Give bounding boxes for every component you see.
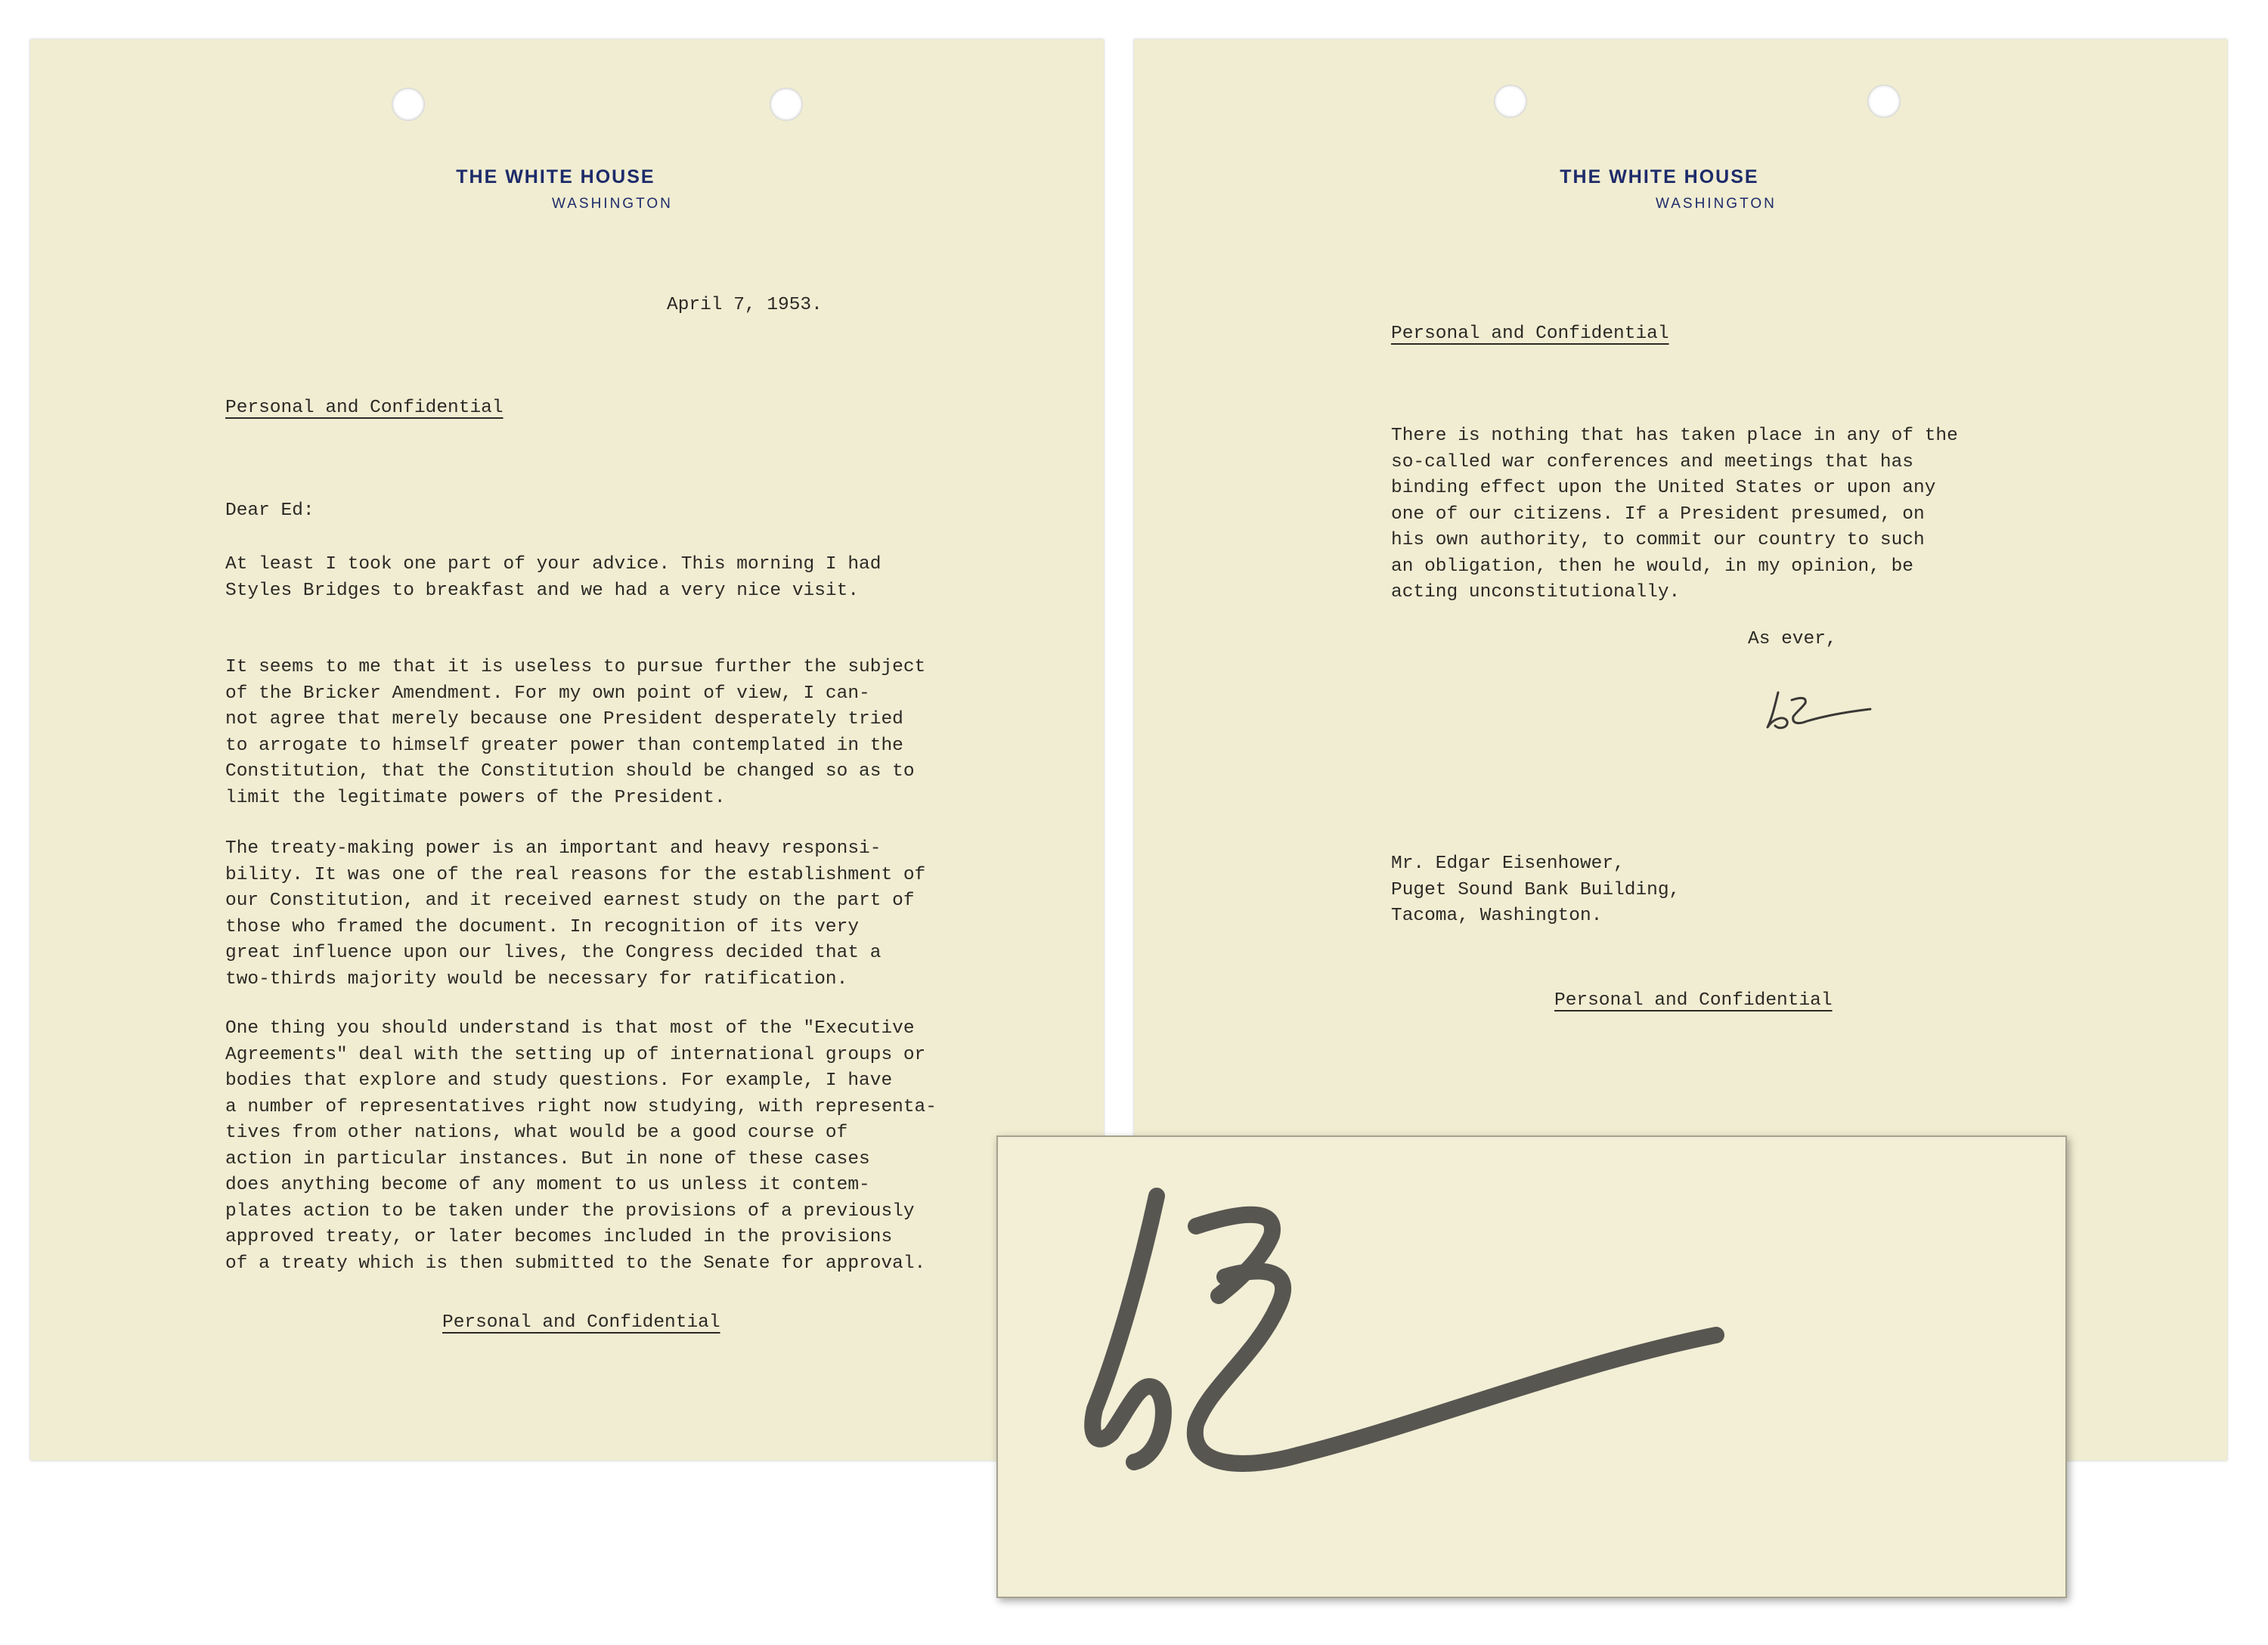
text-line: The treaty-making power is an important and heavy responsi- bbox=[225, 838, 881, 859]
body-paragraph-4 bbox=[225, 1016, 981, 1277]
text-line: our Constitution, and it received earnest study on the part of bbox=[225, 891, 915, 911]
text-line: plates action to be taken under the provisions of a previously bbox=[225, 1200, 915, 1222]
text-line: Styles Bridges to breakfast and we had a very nice visit. bbox=[225, 580, 860, 601]
body-paragraph-3 bbox=[225, 836, 981, 993]
text-line: of a treaty which is then submitted to the Senate for approval. bbox=[225, 1253, 926, 1274]
text-line: binding effect upon the United States or upon any bbox=[1391, 478, 1936, 498]
letter-page-1 bbox=[30, 39, 1104, 1461]
text-line: Agreements" deal with the setting up of international groups or bbox=[225, 1044, 926, 1065]
binder-hole bbox=[1867, 85, 1901, 118]
text-line: At least I took one part of your advice. This morning I had bbox=[225, 554, 881, 575]
recipient-address bbox=[1391, 851, 2147, 930]
text-line: approved treaty, or later becomes included in the provisions bbox=[225, 1227, 893, 1247]
signature-enlargement bbox=[996, 1135, 2067, 1598]
text-line: One thing you should understand is that most of the "Executive bbox=[225, 1018, 915, 1039]
letterhead-title: THE WHITE HOUSE bbox=[1560, 166, 1759, 187]
address-line: Mr. Edgar Eisenhower, bbox=[1391, 853, 1625, 874]
text-line: tives from other nations, what would be a good course of bbox=[225, 1123, 848, 1143]
confidential-marking: Personal and Confidential bbox=[225, 398, 503, 418]
text-line: bodies that explore and study questions. For example, I have bbox=[225, 1070, 893, 1091]
letterhead bbox=[438, 166, 673, 212]
text-line: It seems to me that it is useless to pursue further the subject bbox=[225, 657, 926, 677]
signature-enlarged bbox=[998, 1137, 2065, 1597]
body-paragraph-2 bbox=[225, 655, 981, 811]
confidential-marking-footer: Personal and Confidential bbox=[442, 1312, 720, 1333]
confidential-marking: Personal and Confidential bbox=[1391, 324, 1669, 344]
text-line: two-thirds majority would be necessary for ratification. bbox=[225, 968, 848, 990]
text-line: does anything become of any moment to us unless it contem- bbox=[225, 1175, 870, 1195]
confidential-marking-footer: Personal and Confidential bbox=[1554, 990, 1833, 1011]
text-line: limit the legitimate powers of the President. bbox=[225, 787, 726, 808]
text-line: so-called war conferences and meetings that has bbox=[1391, 451, 1914, 472]
text-line: one of our citizens. If a President presumed, on bbox=[1391, 503, 1925, 525]
text-line: not agree that merely because one President desperately tried bbox=[225, 709, 903, 730]
binder-hole bbox=[392, 88, 425, 121]
body-paragraph-1 bbox=[225, 552, 981, 604]
text-line: great influence upon our lives, the Congress decided that a bbox=[225, 943, 881, 963]
text-line: of the Bricker Amendment. For my own point of view, I can- bbox=[225, 683, 870, 704]
text-line: Constitution, that the Constitution should be changed so as to bbox=[225, 761, 915, 782]
text-line: to arrogate to himself greater power than contemplated in the bbox=[225, 735, 903, 756]
binder-hole bbox=[1494, 85, 1527, 118]
letter-date: April 7, 1953. bbox=[667, 295, 823, 315]
text-line: an obligation, then he would, in my opinion, be bbox=[1391, 556, 1914, 577]
body-paragraph bbox=[1391, 423, 2147, 606]
text-line: There is nothing that has taken place in any of the bbox=[1391, 426, 1958, 446]
letterhead bbox=[1542, 166, 1777, 212]
address-line: Puget Sound Bank Building, bbox=[1391, 879, 1681, 900]
text-line: action in particular instances. But in none of these cases bbox=[225, 1148, 870, 1169]
text-line: bility. It was one of the real reasons for the establishment of bbox=[225, 864, 926, 885]
address-line: Tacoma, Washington. bbox=[1391, 906, 1603, 926]
binder-hole bbox=[770, 88, 803, 121]
text-line: his own authority, to commit our country to such bbox=[1391, 530, 1925, 550]
signature bbox=[1761, 682, 1875, 742]
letterhead-title: THE WHITE HOUSE bbox=[456, 166, 655, 187]
salutation: Dear Ed: bbox=[225, 500, 314, 521]
text-line: a number of representatives right now studying, with representa- bbox=[225, 1096, 937, 1117]
letterhead-subtitle: WASHINGTON bbox=[1656, 196, 1777, 212]
letterhead-subtitle: WASHINGTON bbox=[552, 196, 673, 212]
text-line: those who framed the document. In recognition of its very bbox=[225, 916, 860, 937]
text-line: acting unconstitutionally. bbox=[1391, 582, 1681, 603]
closing: As ever, bbox=[1748, 629, 1837, 649]
